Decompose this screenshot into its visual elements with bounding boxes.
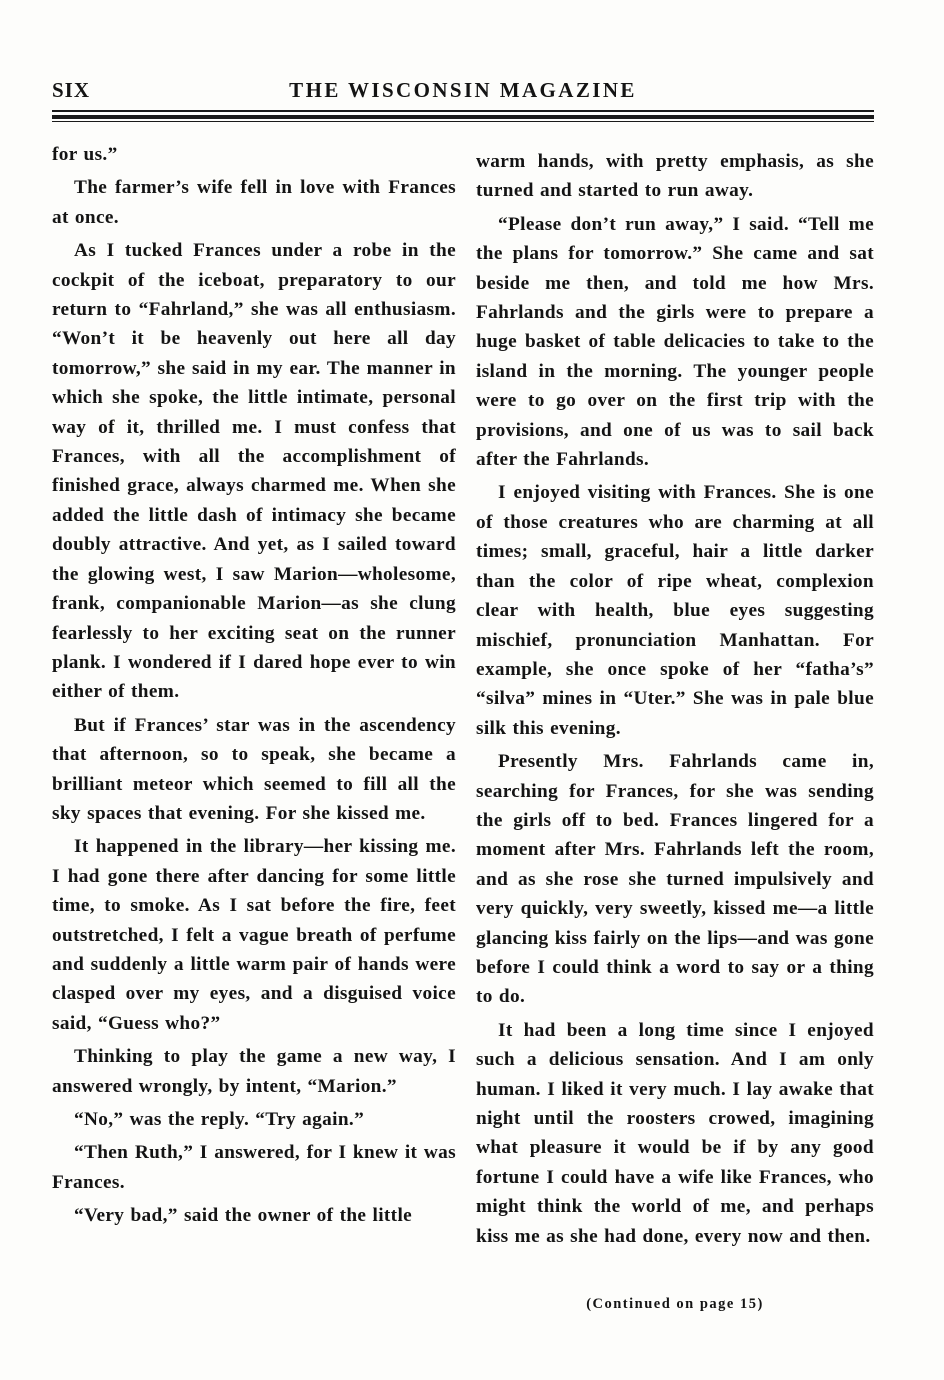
left-column: [52, 140, 456, 1235]
right-column: [476, 147, 874, 1255]
paragraph: “Then Ruth,” I answered, for I knew it was Frances.: [52, 1142, 456, 1193]
paragraph: But if Frances’ star was in the ascendency that afternoon, so to speak, she became a brilliant meteor which seemed to fill all the sky spaces that evening. For she kissed me.: [52, 714, 456, 824]
header-rule: [52, 115, 874, 119]
header-rule: [52, 121, 874, 122]
page-number: SIX: [52, 78, 91, 102]
paragraph: Thinking to play the game a new way, I answered wrongly, by intent, “Marion.”: [52, 1046, 456, 1097]
paragraph: As I tucked Frances under a robe in the cockpit of the iceboat, preparatory to our return to “Fahrland,” she was all enthusiasm. “Won’t it be heavenly out here all day tomorrow,” she said in my ear. The manner in which she spoke, the little intimate, personal way of it, thrilled me. I must confess that Frances, with all the accomplishment of finished grace, always charmed me. When she added the little dash of intimacy she became doubly attractive. And yet, as I sailed toward the glowing west, I saw Marion—wholesome, frank, companionable Marion—as she clung fearlessly to her exciting seat on the runner plank. I wondered if I dared hope ever to win either of them.: [52, 240, 456, 703]
paragraph: for us.”: [52, 144, 118, 165]
paragraph: It happened in the library—her kissing me. I had gone there after dancing for some little time, to smoke. As I sat before the fire, feet outstretched, I felt a vague breath of perfume and suddenly a little warm pair of hands were clasped over my eyes, and a disguised voice said, “Guess who?”: [52, 836, 456, 1034]
paragraph: “No,” was the reply. “Try again.”: [74, 1109, 365, 1130]
paragraph: “Very bad,” said the owner of the little: [74, 1205, 413, 1227]
paragraph: I enjoyed visiting with Frances. She is one of those creatures who are charming at all times; small, graceful, hair a little darker than the color of ripe wheat, complexion clear with health, blue eyes suggesting mischief, pronunciation Manhattan. For example, she once spoke of her “fatha’s” “silva” mines in “Uter.” She was in pale blue silk this evening.: [476, 482, 874, 739]
continued-note: (Continued on page 15): [586, 1296, 764, 1312]
paragraph: warm hands, with pretty emphasis, as she turned and started to run away.: [476, 151, 874, 202]
paragraph: Presently Mrs. Fahrlands came in, searching for Frances, for she was sending the girls off to bed. Frances lingered for a moment after Mrs. Fahrlands left the room, and as she rose she turned impulsively and very quickly, very sweetly, kissed me—a little glancing kiss fairly on the lips—and was gone before I could think a word to say or a thing to do.: [476, 751, 874, 1008]
magazine-title: THE WISCONSIN MAGAZINE: [289, 78, 637, 102]
paragraph: It had been a long time since I enjoyed such a delicious sensation. And I am only human. I liked it very much. I lay awake that night until the roosters crowed, imagining what pleasure it would be if by any good fortune I could have a wife like Frances, who might think the world of me, and perhaps kiss me as she had done, every now and then.: [476, 1019, 874, 1247]
header-rule: [52, 110, 874, 112]
page-header: [52, 78, 874, 104]
paragraph: “Please don’t run away,” I said. “Tell me the plans for tomorrow.” She came and sat beside me then, and told me how Mrs. Fahrlands and the girls were to prepare a huge basket of table delicacies to take to the island in the morning. The younger people were to go over on the first trip with the provisions, and one of us was to sail back after the Fahrlands.: [476, 213, 874, 471]
paragraph: The farmer’s wife fell in love with Frances at once.: [52, 177, 456, 228]
